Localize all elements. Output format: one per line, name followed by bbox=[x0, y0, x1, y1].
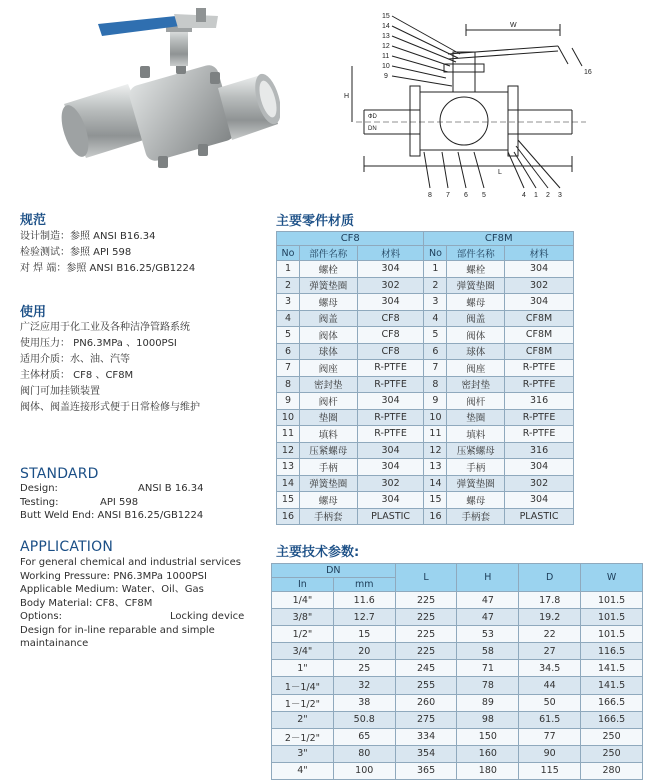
table-cell: 101.5 bbox=[581, 626, 643, 643]
table-cell: 354 bbox=[395, 745, 457, 762]
table-cell: 螺栓 bbox=[299, 261, 357, 278]
table-cell: 螺栓 bbox=[447, 261, 505, 278]
table-cell: 61.5 bbox=[519, 711, 581, 728]
table-cell: 3" bbox=[272, 745, 334, 762]
table-cell: 304 bbox=[357, 459, 424, 476]
group-cf8: CF8 bbox=[277, 232, 424, 246]
table-cell: 阀体 bbox=[447, 327, 505, 344]
table-row bbox=[272, 592, 643, 609]
application-line: Body Material: CF8、CF8M bbox=[20, 597, 153, 609]
table-cell: 47 bbox=[457, 609, 519, 626]
col-material: 材料 bbox=[357, 246, 424, 261]
callout-5: 5 bbox=[482, 192, 486, 199]
table-row bbox=[277, 277, 574, 294]
table-cell: 手柄套 bbox=[299, 508, 357, 525]
standard-en-title: STANDARD bbox=[20, 466, 99, 482]
table-cell: 12 bbox=[424, 442, 447, 459]
table-row bbox=[277, 393, 574, 410]
table-cell: 弹簧垫圈 bbox=[447, 475, 505, 492]
tech-params-table bbox=[271, 563, 643, 780]
col-material: 材料 bbox=[505, 246, 574, 261]
table-row bbox=[277, 442, 574, 459]
table-cell: 14 bbox=[277, 475, 300, 492]
callout-8: 8 bbox=[428, 192, 432, 199]
table-cell: CF8 bbox=[357, 343, 424, 360]
table-row bbox=[277, 459, 574, 476]
table-cell: R-PTFE bbox=[505, 409, 574, 426]
callout-12: 12 bbox=[382, 43, 390, 50]
table-cell: 11 bbox=[424, 426, 447, 443]
table-row bbox=[272, 626, 643, 643]
table-cell: 2" bbox=[272, 711, 334, 728]
callout-6: 6 bbox=[464, 192, 468, 199]
table-cell: 16 bbox=[277, 508, 300, 525]
table-cell: 3/4" bbox=[272, 643, 334, 660]
table-cell: 316 bbox=[505, 393, 574, 410]
table-cell: 302 bbox=[357, 475, 424, 492]
materials-title: 主要零件材质 bbox=[276, 214, 355, 229]
table-cell: 15 bbox=[333, 626, 395, 643]
application-en-list bbox=[20, 556, 244, 651]
table-cell: 螺母 bbox=[447, 294, 505, 311]
table-cell: 9 bbox=[424, 393, 447, 410]
table-cell: 32 bbox=[333, 677, 395, 694]
table-cell: 手柄套 bbox=[447, 508, 505, 525]
table-row bbox=[272, 711, 643, 728]
cross-section-drawing bbox=[338, 6, 638, 202]
table-cell: 180 bbox=[457, 762, 519, 779]
callout-14: 14 bbox=[382, 23, 390, 30]
standard-line-testing: Testing: API 598 bbox=[20, 496, 139, 508]
table-cell: 304 bbox=[357, 393, 424, 410]
table-cell: 19.2 bbox=[519, 609, 581, 626]
table-cell: 垫圈 bbox=[299, 409, 357, 426]
usage-cn-line: 广泛应用于化工业及各种洁净管路系统 bbox=[20, 322, 190, 333]
table-cell: 250 bbox=[581, 745, 643, 762]
table-cell: CF8M bbox=[505, 327, 574, 344]
table-cell: 3 bbox=[424, 294, 447, 311]
table-cell: 280 bbox=[581, 762, 643, 779]
table-cell: 160 bbox=[457, 745, 519, 762]
callout-16: 16 bbox=[584, 69, 592, 76]
callout-10: 10 bbox=[382, 63, 390, 70]
table-cell: 304 bbox=[357, 492, 424, 509]
table-cell: 弹簧垫圈 bbox=[299, 277, 357, 294]
usage-cn-line: 使用压力： PN6.3MPa 、1000PSI bbox=[20, 338, 177, 349]
table-cell: 3 bbox=[277, 294, 300, 311]
table-cell: 17.8 bbox=[519, 592, 581, 609]
table-cell: 13 bbox=[424, 459, 447, 476]
spec-cn-line: 对 焊 端：参照 ANSI B16.25/GB1224 bbox=[20, 263, 196, 274]
application-line: Working Pressure: PN6.3MPa 1000PSI bbox=[20, 570, 207, 582]
application-line: Design for in-line reparable and simple bbox=[20, 624, 215, 636]
table-cell: 11.6 bbox=[333, 592, 395, 609]
table-cell: 304 bbox=[505, 294, 574, 311]
table-cell: 65 bbox=[333, 728, 395, 745]
table-cell: 弹簧垫圈 bbox=[299, 475, 357, 492]
table-cell: 304 bbox=[357, 442, 424, 459]
table-cell: 1－1/4" bbox=[272, 677, 334, 694]
table-cell: 250 bbox=[581, 728, 643, 745]
table-cell: 手柄 bbox=[447, 459, 505, 476]
callout-2: 2 bbox=[546, 192, 550, 199]
table-cell: 12 bbox=[277, 442, 300, 459]
table-row bbox=[277, 327, 574, 344]
spec-cn-line: 检验测试：参照 API 598 bbox=[20, 247, 132, 258]
table-cell: 13 bbox=[277, 459, 300, 476]
table-row bbox=[277, 475, 574, 492]
table-cell: PLASTIC bbox=[505, 508, 574, 525]
table-cell: 53 bbox=[457, 626, 519, 643]
table-cell: 89 bbox=[457, 694, 519, 711]
table-cell: 78 bbox=[457, 677, 519, 694]
col-part: 部件名称 bbox=[299, 246, 357, 261]
table-cell: 10 bbox=[424, 409, 447, 426]
table-cell: 8 bbox=[277, 376, 300, 393]
table-cell: 螺母 bbox=[299, 492, 357, 509]
table-cell: 15 bbox=[277, 492, 300, 509]
usage-cn-line: 阀门可加挂锁装置 bbox=[20, 386, 100, 397]
usage-cn-line: 主体材质： CF8 、CF8M bbox=[20, 370, 134, 381]
table-row bbox=[277, 261, 574, 278]
table-cell: 71 bbox=[457, 660, 519, 677]
table-cell: 阀杆 bbox=[299, 393, 357, 410]
application-line: For general chemical and industrial services bbox=[20, 557, 242, 568]
table-cell: 12.7 bbox=[333, 609, 395, 626]
col-no: No bbox=[424, 246, 447, 261]
usage-cn-line: 适用介质：水、油、汽等 bbox=[20, 354, 130, 365]
spec-cn-list bbox=[20, 229, 195, 277]
table-cell: 7 bbox=[424, 360, 447, 377]
table-cell: 166.5 bbox=[581, 694, 643, 711]
table-cell: 5 bbox=[424, 327, 447, 344]
standard-line-design: Design: ANSI B 16.34 bbox=[20, 483, 204, 494]
table-cell: 225 bbox=[395, 592, 457, 609]
table-cell: 4 bbox=[277, 310, 300, 327]
callout-15: 15 bbox=[382, 13, 390, 20]
table-cell: 101.5 bbox=[581, 609, 643, 626]
usage-cn-list bbox=[20, 320, 200, 416]
table-cell: 302 bbox=[505, 475, 574, 492]
table-cell: 304 bbox=[505, 492, 574, 509]
table-cell: 101.5 bbox=[581, 592, 643, 609]
table-cell: 260 bbox=[395, 694, 457, 711]
table-cell: R-PTFE bbox=[357, 426, 424, 443]
table-cell: 275 bbox=[395, 711, 457, 728]
table-cell: 225 bbox=[395, 609, 457, 626]
usage-cn-line: 阀体、阀盖连接形式便于日常检修与维护 bbox=[20, 402, 200, 413]
table-row bbox=[277, 343, 574, 360]
table-cell: 10 bbox=[277, 409, 300, 426]
application-en-title: APPLICATION bbox=[20, 539, 114, 555]
table-cell: 304 bbox=[357, 294, 424, 311]
table-cell: R-PTFE bbox=[357, 409, 424, 426]
table-cell: 1 bbox=[424, 261, 447, 278]
table-cell: 3/8" bbox=[272, 609, 334, 626]
table-cell: 6 bbox=[424, 343, 447, 360]
table-cell: 1/4" bbox=[272, 592, 334, 609]
table-row bbox=[277, 409, 574, 426]
table-cell: R-PTFE bbox=[505, 426, 574, 443]
table-row bbox=[272, 762, 643, 779]
table-cell: 7 bbox=[277, 360, 300, 377]
table-cell: 50.8 bbox=[333, 711, 395, 728]
table-cell: 365 bbox=[395, 762, 457, 779]
table-cell: 304 bbox=[357, 261, 424, 278]
table-cell: 8 bbox=[424, 376, 447, 393]
table-row bbox=[277, 310, 574, 327]
dimension-dn: DN bbox=[368, 126, 377, 132]
table-cell: 166.5 bbox=[581, 711, 643, 728]
table-cell: 阀盖 bbox=[299, 310, 357, 327]
table-cell: 14 bbox=[424, 475, 447, 492]
table-cell: 302 bbox=[505, 277, 574, 294]
table-cell: 6 bbox=[277, 343, 300, 360]
table-cell: 5 bbox=[277, 327, 300, 344]
table-cell: CF8M bbox=[505, 310, 574, 327]
table-cell: CF8 bbox=[357, 310, 424, 327]
table-cell: 225 bbox=[395, 643, 457, 660]
table-cell: 阀盖 bbox=[447, 310, 505, 327]
table-cell: 球体 bbox=[447, 343, 505, 360]
table-cell: 填料 bbox=[447, 426, 505, 443]
table-cell: 141.5 bbox=[581, 660, 643, 677]
table-cell: 压紧螺母 bbox=[299, 442, 357, 459]
table-row bbox=[277, 508, 574, 525]
table-cell: 垫圈 bbox=[447, 409, 505, 426]
table-cell: 115 bbox=[519, 762, 581, 779]
col-d: D bbox=[519, 564, 581, 592]
table-cell: 阀杆 bbox=[447, 393, 505, 410]
table-cell: 1－1/2" bbox=[272, 694, 334, 711]
table-cell: 77 bbox=[519, 728, 581, 745]
callout-1: 1 bbox=[534, 192, 538, 199]
dimension-d: ФD bbox=[368, 114, 377, 120]
application-line: maintainance bbox=[20, 638, 89, 649]
table-cell: 阀座 bbox=[447, 360, 505, 377]
table-cell: PLASTIC bbox=[357, 508, 424, 525]
table-row bbox=[277, 376, 574, 393]
table-cell: R-PTFE bbox=[357, 360, 424, 377]
table-cell: 25 bbox=[333, 660, 395, 677]
table-cell: 2 bbox=[277, 277, 300, 294]
table-cell: 255 bbox=[395, 677, 457, 694]
spec-cn-line: 设计制造：参照 ANSI B16.34 bbox=[20, 231, 156, 242]
table-cell: 302 bbox=[357, 277, 424, 294]
table-cell: 316 bbox=[505, 442, 574, 459]
dimension-w: W bbox=[510, 22, 517, 29]
callout-3: 3 bbox=[558, 192, 562, 199]
table-row bbox=[272, 728, 643, 745]
materials-table bbox=[276, 231, 574, 525]
table-cell: 100 bbox=[333, 762, 395, 779]
table-cell: R-PTFE bbox=[357, 376, 424, 393]
table-cell: 58 bbox=[457, 643, 519, 660]
callout-9: 9 bbox=[384, 73, 388, 80]
table-cell: 334 bbox=[395, 728, 457, 745]
spec-cn-title: 规范 bbox=[20, 213, 47, 228]
table-cell: 141.5 bbox=[581, 677, 643, 694]
callout-4: 4 bbox=[522, 192, 526, 199]
table-cell: CF8 bbox=[357, 327, 424, 344]
table-row bbox=[277, 294, 574, 311]
callout-7: 7 bbox=[446, 192, 450, 199]
col-in: In bbox=[272, 578, 334, 592]
table-cell: 47 bbox=[457, 592, 519, 609]
usage-cn-title: 使用 bbox=[20, 305, 47, 320]
table-row bbox=[272, 609, 643, 626]
table-row bbox=[277, 360, 574, 377]
table-row bbox=[272, 745, 643, 762]
table-cell: 80 bbox=[333, 745, 395, 762]
table-cell: 15 bbox=[424, 492, 447, 509]
table-cell: 38 bbox=[333, 694, 395, 711]
table-cell: 116.5 bbox=[581, 643, 643, 660]
table-cell: 20 bbox=[333, 643, 395, 660]
table-cell: 34.5 bbox=[519, 660, 581, 677]
table-cell: 50 bbox=[519, 694, 581, 711]
table-cell: 2－1/2" bbox=[272, 728, 334, 745]
table-cell: 球体 bbox=[299, 343, 357, 360]
table-row bbox=[272, 677, 643, 694]
table-cell: 27 bbox=[519, 643, 581, 660]
table-cell: 1/2" bbox=[272, 626, 334, 643]
application-line: Applicable Medium: Water、Oil、Gas bbox=[20, 584, 204, 595]
table-cell: 2 bbox=[424, 277, 447, 294]
table-cell: 44 bbox=[519, 677, 581, 694]
table-cell: 98 bbox=[457, 711, 519, 728]
product-photo bbox=[58, 6, 280, 196]
table-cell: 4 bbox=[424, 310, 447, 327]
table-row bbox=[277, 492, 574, 509]
table-cell: 填料 bbox=[299, 426, 357, 443]
col-l: L bbox=[395, 564, 457, 592]
table-cell: 密封垫 bbox=[447, 376, 505, 393]
table-cell: 阀体 bbox=[299, 327, 357, 344]
table-cell: 螺母 bbox=[447, 492, 505, 509]
table-row bbox=[277, 426, 574, 443]
table-cell: 304 bbox=[505, 459, 574, 476]
table-cell: R-PTFE bbox=[505, 360, 574, 377]
table-cell: 压紧螺母 bbox=[447, 442, 505, 459]
tech-title: 主要技术参数: bbox=[276, 545, 360, 560]
table-cell: 密封垫 bbox=[299, 376, 357, 393]
table-cell: CF8M bbox=[505, 343, 574, 360]
standard-line-butt-weld: Butt Weld End: ANSI B16.25/GB1224 bbox=[20, 510, 204, 521]
table-row bbox=[272, 660, 643, 677]
col-part: 部件名称 bbox=[447, 246, 505, 261]
table-cell: 手柄 bbox=[299, 459, 357, 476]
group-cf8m: CF8M bbox=[424, 232, 574, 246]
table-row bbox=[272, 643, 643, 660]
table-cell: 1" bbox=[272, 660, 334, 677]
callout-11: 11 bbox=[382, 53, 390, 60]
table-cell: 11 bbox=[277, 426, 300, 443]
table-cell: 245 bbox=[395, 660, 457, 677]
table-cell: 22 bbox=[519, 626, 581, 643]
application-line-options: Options: Locking device bbox=[20, 611, 245, 622]
table-cell: 16 bbox=[424, 508, 447, 525]
table-cell: 90 bbox=[519, 745, 581, 762]
table-cell: 阀座 bbox=[299, 360, 357, 377]
table-cell: 9 bbox=[277, 393, 300, 410]
table-cell: 弹簧垫圈 bbox=[447, 277, 505, 294]
col-mm: mm bbox=[333, 578, 395, 592]
standard-en-list bbox=[20, 482, 203, 523]
col-dn: DN bbox=[272, 564, 396, 578]
table-cell: 1 bbox=[277, 261, 300, 278]
table-cell: 150 bbox=[457, 728, 519, 745]
col-no: No bbox=[277, 246, 300, 261]
dimension-h: H bbox=[344, 93, 350, 100]
table-cell: 304 bbox=[505, 261, 574, 278]
col-w: W bbox=[581, 564, 643, 592]
table-cell: 225 bbox=[395, 626, 457, 643]
table-cell: 4" bbox=[272, 762, 334, 779]
dimension-l: L bbox=[498, 169, 502, 176]
table-cell: 螺母 bbox=[299, 294, 357, 311]
col-h: H bbox=[457, 564, 519, 592]
callout-13: 13 bbox=[382, 33, 390, 40]
table-row bbox=[272, 694, 643, 711]
table-cell: R-PTFE bbox=[505, 376, 574, 393]
